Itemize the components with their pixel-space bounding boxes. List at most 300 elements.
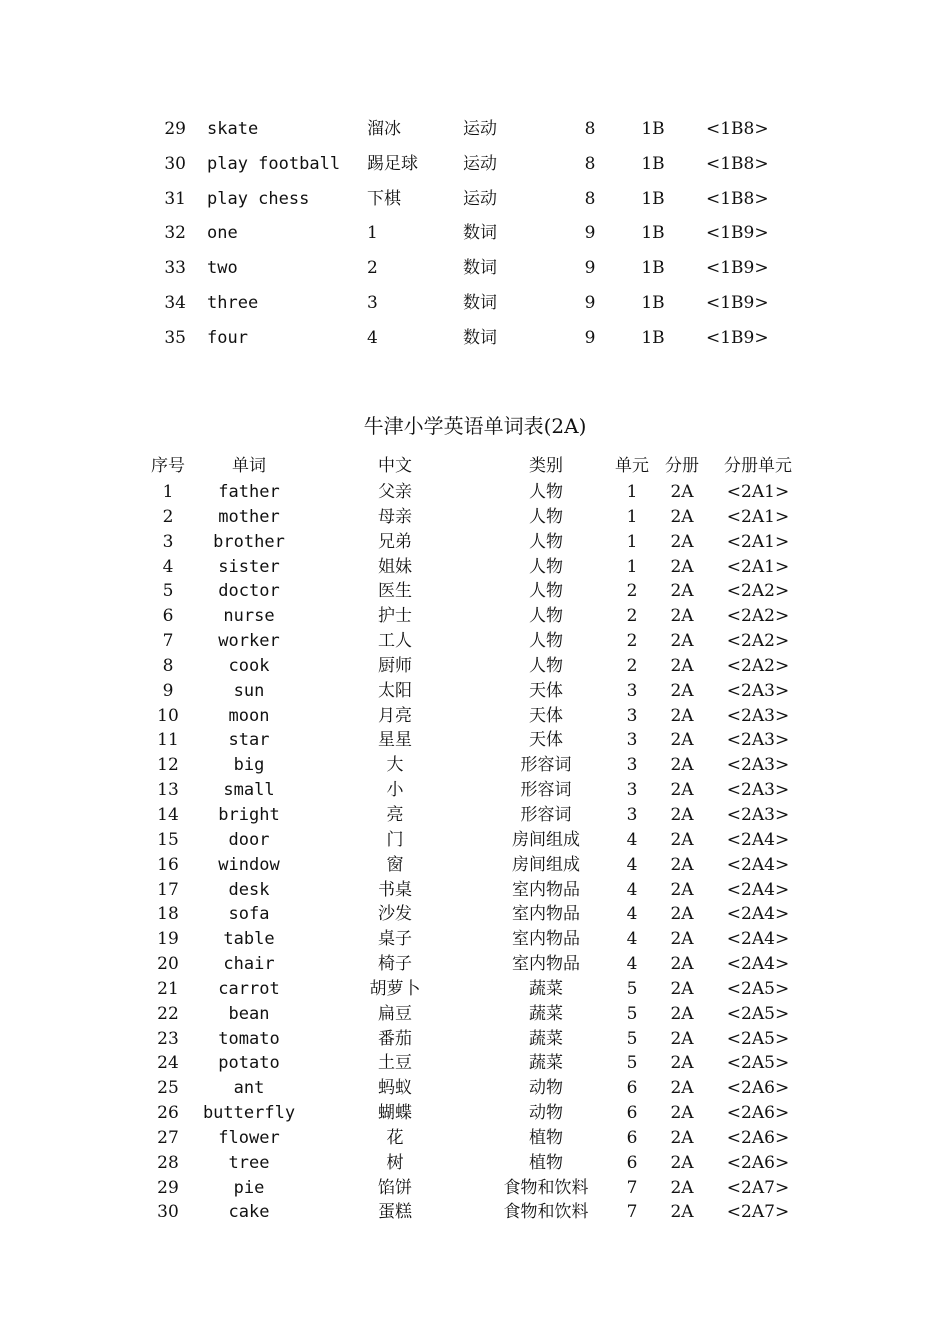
- row-category: 蔬菜: [529, 1028, 563, 1049]
- table-row: [0, 1002, 950, 1027]
- row-word: play football: [207, 153, 341, 174]
- row-index: 15: [157, 829, 179, 850]
- table-row: [0, 704, 950, 729]
- row-word: butterfly: [202, 1103, 296, 1124]
- table-row: [0, 778, 950, 803]
- row-index: 21: [157, 978, 179, 999]
- row-category: 运动: [463, 119, 497, 139]
- row-book: 2A: [670, 506, 694, 527]
- row-index: 18: [157, 904, 179, 925]
- header-word: 单词: [232, 456, 266, 476]
- row-index: 23: [157, 1028, 179, 1049]
- row-chinese: 大: [386, 755, 404, 776]
- table-row: [0, 555, 950, 580]
- row-book: 2A: [670, 631, 694, 652]
- row-book-unit: <2A3>: [726, 755, 790, 776]
- row-category: 人物: [529, 581, 563, 602]
- row-word: big: [233, 755, 265, 776]
- row-book: 2A: [670, 978, 694, 999]
- row-book-unit: <2A2>: [726, 631, 790, 652]
- row-chinese: 树: [386, 1152, 404, 1173]
- row-unit: 3: [626, 755, 638, 776]
- row-index: 24: [157, 1053, 179, 1074]
- row-index: 3: [162, 531, 174, 552]
- row-category: 运动: [463, 188, 497, 209]
- row-number: 31: [164, 188, 186, 209]
- row-chinese: 踢足球: [367, 153, 418, 174]
- row-book-unit: <2A3>: [726, 730, 790, 751]
- header-chinese: 中文: [378, 456, 412, 476]
- row-word: worker: [218, 631, 280, 652]
- row-chinese: 父亲: [378, 482, 412, 502]
- table-row: [0, 480, 950, 505]
- row-book: 2A: [670, 804, 694, 825]
- row-book-unit: <2A7>: [726, 1202, 790, 1223]
- row-index: 17: [157, 879, 179, 900]
- row-unit: 3: [626, 780, 638, 801]
- row-book-unit: <2A3>: [726, 804, 790, 825]
- vocabulary-table-2a: [0, 452, 950, 1225]
- row-chinese: 桌子: [378, 929, 412, 950]
- row-category: 蔬菜: [529, 978, 563, 999]
- table-row: [0, 182, 950, 217]
- row-unit: 5: [626, 1028, 638, 1049]
- row-index: 10: [157, 705, 179, 726]
- table-row: [0, 803, 950, 828]
- row-index: 2: [162, 506, 174, 527]
- row-chinese: 厨师: [378, 655, 412, 676]
- row-category: 室内物品: [512, 879, 580, 900]
- row-word: carrot: [218, 978, 280, 999]
- row-chinese: 沙发: [378, 904, 412, 925]
- row-category: 人物: [529, 606, 563, 627]
- row-book-unit: <2A2>: [726, 606, 790, 627]
- table-row: [0, 679, 950, 704]
- row-chinese: 溜冰: [367, 119, 401, 139]
- row-word: sofa: [228, 904, 270, 925]
- row-chinese: 下棋: [367, 188, 401, 209]
- vocabulary-table-1b-continued: [0, 112, 950, 356]
- row-book-unit: <1B8>: [706, 119, 769, 139]
- row-category: 食物和饮料: [503, 1202, 589, 1223]
- row-index: 1: [162, 482, 174, 502]
- row-book: 2A: [670, 531, 694, 552]
- row-chinese: 蚂蚁: [378, 1078, 412, 1099]
- row-word: four: [207, 327, 248, 348]
- row-unit: 9: [584, 292, 596, 313]
- row-book-unit: <1B8>: [706, 153, 769, 174]
- header-book-unit: 分册单元: [724, 456, 792, 476]
- row-category: 房间组成: [512, 829, 580, 850]
- row-word: brother: [213, 531, 285, 552]
- row-chinese: 小: [386, 780, 404, 801]
- row-unit: 8: [584, 188, 596, 209]
- table-row: [0, 1176, 950, 1201]
- row-category: 形容词: [520, 804, 572, 825]
- row-category: 形容词: [520, 780, 572, 801]
- row-unit: 7: [626, 1202, 638, 1223]
- row-unit: 3: [626, 680, 638, 701]
- table-row: [0, 753, 950, 778]
- row-number: 33: [164, 258, 186, 279]
- row-book: 2A: [670, 829, 694, 850]
- table-row: [0, 654, 950, 679]
- row-word: cook: [228, 655, 270, 676]
- row-unit: 2: [626, 606, 638, 627]
- table-row: [0, 604, 950, 629]
- row-book-unit: <2A5>: [726, 978, 790, 999]
- row-index: 19: [157, 929, 179, 950]
- row-category: 蔬菜: [529, 1003, 563, 1024]
- row-chinese: 太阳: [378, 680, 412, 701]
- row-chinese: 扁豆: [378, 1003, 412, 1024]
- row-book: 2A: [670, 1028, 694, 1049]
- row-book: 2A: [670, 1078, 694, 1099]
- row-index: 29: [157, 1177, 179, 1198]
- row-book-unit: <2A5>: [726, 1003, 790, 1024]
- row-book: 2A: [670, 755, 694, 776]
- row-unit: 9: [584, 223, 596, 244]
- row-number: 35: [164, 327, 186, 348]
- row-chinese: 胡萝卜: [369, 978, 421, 999]
- row-word: nurse: [223, 606, 275, 627]
- row-category: 植物: [529, 1152, 563, 1173]
- row-unit: 4: [626, 829, 638, 850]
- row-unit: 1: [626, 482, 638, 502]
- header-unit: 单元: [615, 456, 649, 476]
- row-category: 数词: [463, 258, 497, 279]
- row-book-unit: <2A1>: [726, 556, 790, 577]
- row-category: 天体: [529, 730, 563, 751]
- row-category: 人物: [529, 531, 563, 552]
- table-row: [0, 927, 950, 952]
- row-unit: 1: [626, 531, 638, 552]
- row-unit: 6: [626, 1103, 638, 1124]
- row-book-unit: <2A4>: [726, 929, 790, 950]
- row-book-unit: <2A6>: [726, 1078, 790, 1099]
- row-book-unit: <1B9>: [706, 292, 769, 313]
- row-unit: 1: [626, 506, 638, 527]
- row-unit: 4: [626, 904, 638, 925]
- table-row: [0, 251, 950, 286]
- row-chinese: 母亲: [378, 506, 412, 527]
- row-category: 形容词: [520, 755, 572, 776]
- row-chinese: 护士: [378, 606, 412, 627]
- row-chinese: 窗: [386, 854, 404, 875]
- row-word: tomato: [218, 1028, 280, 1049]
- row-book: 2A: [670, 730, 694, 751]
- section-title: 牛津小学英语单词表(2A): [363, 414, 587, 438]
- row-unit: 4: [626, 929, 638, 950]
- row-category: 数词: [463, 223, 497, 244]
- row-chinese: 花: [386, 1127, 404, 1148]
- row-category: 动物: [529, 1078, 563, 1099]
- row-unit: 5: [626, 1003, 638, 1024]
- row-book-unit: <1B9>: [706, 327, 769, 348]
- row-book-unit: <2A6>: [726, 1103, 790, 1124]
- row-book: 1B: [641, 188, 665, 209]
- table-row: [0, 728, 950, 753]
- row-book: 2A: [670, 954, 694, 975]
- table-row: [0, 286, 950, 321]
- row-word: window: [218, 854, 280, 875]
- row-word: star: [228, 730, 270, 751]
- row-chinese: 门: [386, 829, 404, 850]
- row-category: 动物: [529, 1103, 563, 1124]
- header-book: 分册: [665, 456, 699, 476]
- header-category: 类别: [529, 456, 563, 476]
- row-book: 2A: [670, 581, 694, 602]
- table-row: [0, 579, 950, 604]
- row-category: 室内物品: [512, 929, 580, 950]
- row-book-unit: <2A4>: [726, 954, 790, 975]
- row-book: 2A: [670, 1127, 694, 1148]
- row-word: doctor: [218, 581, 280, 602]
- row-book-unit: <2A7>: [726, 1177, 790, 1198]
- row-word: one: [207, 223, 238, 244]
- row-chinese: 姐妹: [378, 556, 412, 577]
- row-number: 32: [164, 223, 186, 244]
- row-index: 28: [157, 1152, 179, 1173]
- table-row: [0, 828, 950, 853]
- row-book: 1B: [641, 258, 665, 279]
- row-number: 34: [164, 292, 186, 313]
- row-book-unit: <2A1>: [726, 482, 790, 502]
- row-book-unit: <2A1>: [726, 531, 790, 552]
- table-row: [0, 1101, 950, 1126]
- row-index: 12: [157, 755, 179, 776]
- row-category: 天体: [529, 680, 563, 701]
- row-category: 食物和饮料: [503, 1177, 589, 1198]
- row-book: 2A: [670, 904, 694, 925]
- row-index: 4: [162, 556, 174, 577]
- table-row: [0, 1151, 950, 1176]
- header-index: 序号: [151, 456, 185, 476]
- row-unit: 3: [626, 804, 638, 825]
- row-book-unit: <1B9>: [706, 258, 769, 279]
- row-unit: 2: [626, 631, 638, 652]
- table-row: [0, 147, 950, 182]
- row-word: ant: [233, 1078, 265, 1099]
- row-book-unit: <2A5>: [726, 1028, 790, 1049]
- row-chinese: 医生: [378, 581, 412, 602]
- row-book: 2A: [670, 556, 694, 577]
- row-index: 6: [162, 606, 174, 627]
- row-unit: 6: [626, 1127, 638, 1148]
- row-book-unit: <2A4>: [726, 904, 790, 925]
- row-word: pie: [233, 1177, 265, 1198]
- row-category: 人物: [529, 655, 563, 676]
- row-unit: 6: [626, 1152, 638, 1173]
- table-row: [0, 1027, 950, 1052]
- row-book: 2A: [670, 1053, 694, 1074]
- row-unit: 2: [626, 581, 638, 602]
- row-index: 14: [157, 804, 179, 825]
- row-word: sister: [218, 556, 280, 577]
- row-book-unit: <2A5>: [726, 1053, 790, 1074]
- row-word: bean: [228, 1003, 270, 1024]
- row-unit: 3: [626, 730, 638, 751]
- row-category: 室内物品: [512, 954, 580, 975]
- row-index: 20: [157, 954, 179, 975]
- table-row: [0, 505, 950, 530]
- row-book: 2A: [670, 1152, 694, 1173]
- row-category: 蔬菜: [529, 1053, 563, 1074]
- row-unit: 6: [626, 1078, 638, 1099]
- row-book-unit: <2A3>: [726, 680, 790, 701]
- row-chinese: 工人: [378, 631, 412, 652]
- row-chinese: 兄弟: [378, 531, 412, 552]
- row-book-unit: <2A3>: [726, 705, 790, 726]
- table-row: [0, 1076, 950, 1101]
- row-book: 2A: [670, 1202, 694, 1223]
- row-word: mother: [218, 506, 280, 527]
- row-book: 2A: [670, 1103, 694, 1124]
- row-word: father: [218, 482, 280, 502]
- row-chinese: 3: [367, 292, 378, 313]
- row-book-unit: <2A4>: [726, 879, 790, 900]
- table-row: [0, 530, 950, 555]
- row-book: 2A: [670, 929, 694, 950]
- row-unit: 5: [626, 1053, 638, 1074]
- row-book-unit: <2A6>: [726, 1152, 790, 1173]
- row-chinese: 1: [367, 223, 378, 244]
- row-book: 1B: [641, 119, 665, 139]
- table-row: [0, 321, 950, 356]
- row-index: 13: [157, 780, 179, 801]
- row-book-unit: <2A4>: [726, 829, 790, 850]
- row-unit: 3: [626, 705, 638, 726]
- row-book: 2A: [670, 680, 694, 701]
- row-index: 30: [157, 1202, 179, 1223]
- row-category: 房间组成: [512, 854, 580, 875]
- row-book: 2A: [670, 1003, 694, 1024]
- row-chinese: 土豆: [378, 1053, 412, 1074]
- row-word: play chess: [207, 188, 310, 209]
- row-index: 16: [157, 854, 179, 875]
- row-book: 2A: [670, 655, 694, 676]
- row-book: 2A: [670, 1177, 694, 1198]
- table-row: [0, 1051, 950, 1076]
- row-chinese: 番茄: [378, 1028, 412, 1049]
- row-word: cake: [228, 1202, 270, 1223]
- row-number: 29: [164, 119, 186, 139]
- row-unit: 1: [626, 556, 638, 577]
- row-book-unit: <2A6>: [726, 1127, 790, 1148]
- row-book: 1B: [641, 292, 665, 313]
- row-unit: 4: [626, 879, 638, 900]
- row-word: three: [207, 292, 259, 313]
- row-category: 天体: [529, 705, 563, 726]
- row-category: 人物: [529, 556, 563, 577]
- row-word: tree: [228, 1152, 270, 1173]
- row-category: 人物: [529, 506, 563, 527]
- row-word: flower: [218, 1127, 280, 1148]
- table-row: [0, 902, 950, 927]
- table-row: [0, 1200, 950, 1225]
- row-book-unit: <2A4>: [726, 854, 790, 875]
- table-row: [0, 952, 950, 977]
- row-category: 运动: [463, 153, 497, 174]
- row-word: moon: [228, 705, 270, 726]
- row-unit: 9: [584, 258, 596, 279]
- row-index: 11: [157, 730, 179, 751]
- row-unit: 4: [626, 954, 638, 975]
- row-word: two: [207, 258, 238, 279]
- row-word: small: [223, 780, 275, 801]
- table-row: [0, 629, 950, 654]
- row-number: 30: [164, 153, 186, 174]
- row-chinese: 4: [367, 327, 378, 348]
- row-word: sun: [233, 680, 265, 701]
- row-word: door: [228, 829, 270, 850]
- row-unit: 2: [626, 655, 638, 676]
- row-book: 2A: [670, 879, 694, 900]
- row-unit: 5: [626, 978, 638, 999]
- row-book-unit: <2A2>: [726, 581, 790, 602]
- row-chinese: 星星: [378, 730, 412, 751]
- row-book: 2A: [670, 854, 694, 875]
- row-index: 9: [162, 680, 174, 701]
- row-book: 1B: [641, 327, 665, 348]
- row-book: 2A: [670, 780, 694, 801]
- row-word: skate: [207, 119, 259, 139]
- table-row: [0, 977, 950, 1002]
- table-header-row: [0, 452, 950, 480]
- row-category: 数词: [463, 327, 497, 348]
- row-book: 1B: [641, 223, 665, 244]
- table-row: [0, 878, 950, 903]
- row-book-unit: <1B8>: [706, 188, 769, 209]
- row-category: 数词: [463, 292, 497, 313]
- row-chinese: 亮: [386, 804, 404, 825]
- row-category: 人物: [529, 631, 563, 652]
- row-index: 27: [157, 1127, 179, 1148]
- row-book-unit: <2A2>: [726, 655, 790, 676]
- row-index: 22: [157, 1003, 179, 1024]
- table-row: [0, 216, 950, 251]
- row-word: desk: [228, 879, 270, 900]
- row-word: chair: [223, 954, 275, 975]
- row-book: 2A: [670, 606, 694, 627]
- row-chinese: 馅饼: [378, 1177, 412, 1198]
- row-word: table: [223, 929, 275, 950]
- row-chinese: 椅子: [378, 954, 412, 975]
- row-category: 室内物品: [512, 904, 580, 925]
- row-book: 1B: [641, 153, 665, 174]
- row-book: 2A: [670, 482, 694, 502]
- row-book: 2A: [670, 705, 694, 726]
- table-row: [0, 853, 950, 878]
- row-book-unit: <2A3>: [726, 780, 790, 801]
- table-row: [0, 1126, 950, 1151]
- row-category: 植物: [529, 1127, 563, 1148]
- row-index: 25: [157, 1078, 179, 1099]
- row-book-unit: <2A1>: [726, 506, 790, 527]
- row-unit: 9: [584, 327, 596, 348]
- row-chinese: 2: [367, 258, 378, 279]
- row-unit: 8: [584, 153, 596, 174]
- row-index: 8: [162, 655, 174, 676]
- row-index: 7: [162, 631, 174, 652]
- row-word: bright: [218, 804, 280, 825]
- row-unit: 7: [626, 1177, 638, 1198]
- row-chinese: 月亮: [378, 705, 412, 726]
- row-unit: 8: [584, 119, 596, 139]
- row-word: potato: [218, 1053, 280, 1074]
- row-chinese: 蛋糕: [378, 1202, 412, 1223]
- row-unit: 4: [626, 854, 638, 875]
